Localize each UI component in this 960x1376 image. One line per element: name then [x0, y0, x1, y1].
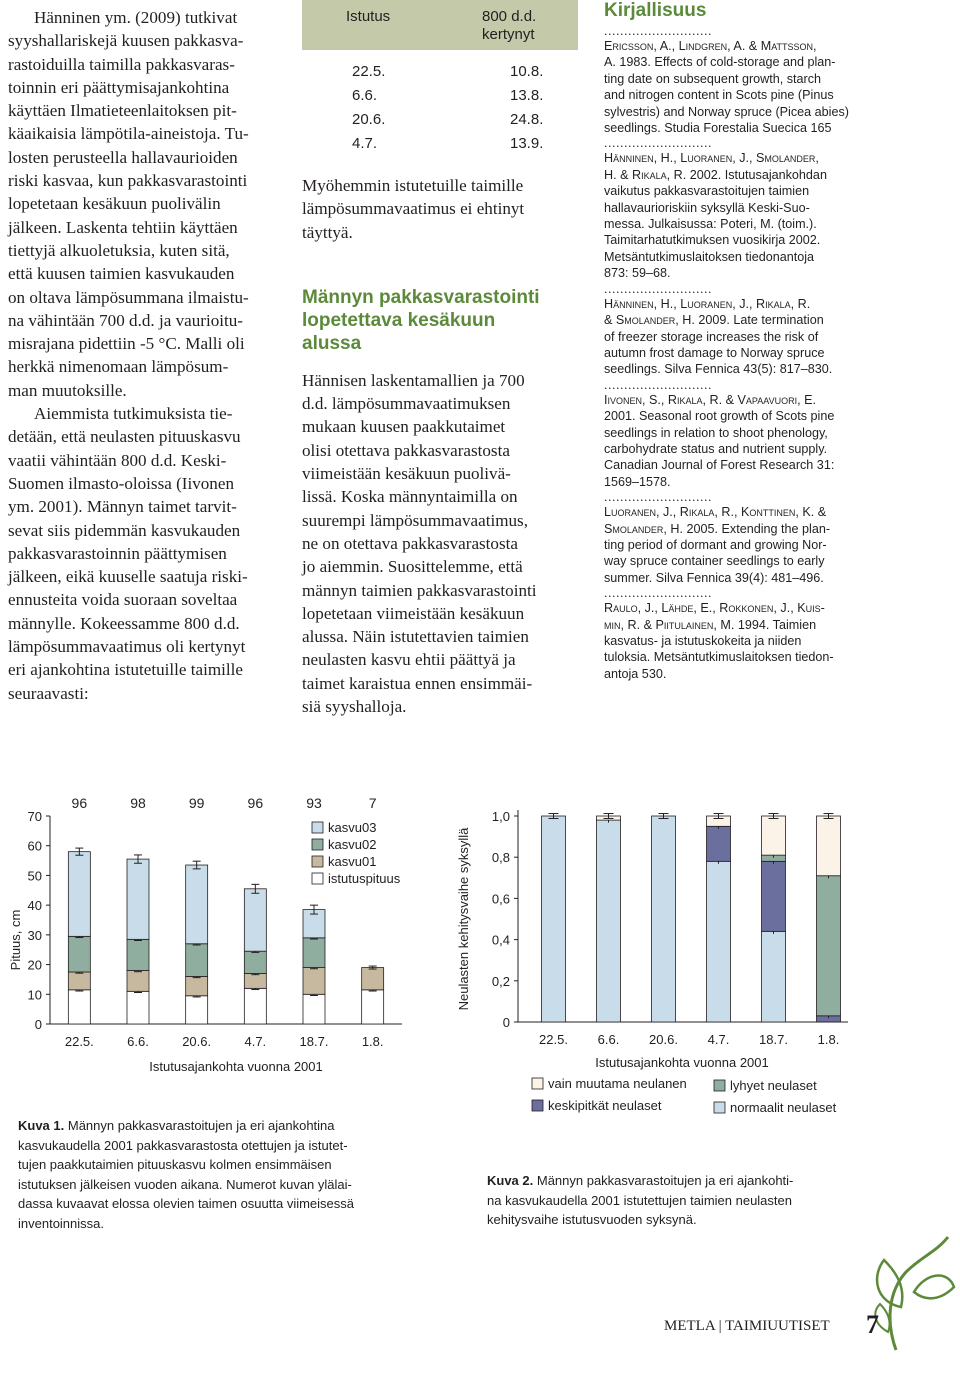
bar-normaalit-neulaset	[597, 820, 621, 1022]
footer-brand-name: METLA	[664, 1318, 715, 1334]
planting-date-cell: 22.5.	[352, 62, 386, 80]
metla-leaf-logo-icon	[866, 1232, 956, 1352]
reference-text: 1569–1578.	[604, 474, 671, 489]
reference-line	[604, 249, 954, 265]
planting-date-cell: 20.6.	[352, 110, 386, 128]
y-axis-label: Pituus, cm	[8, 909, 23, 971]
reference-line	[604, 71, 954, 87]
reference-item	[604, 504, 954, 586]
text-line: misrajana pidettiin -5 °C. Malli oli	[8, 334, 245, 354]
text-line: syyshallariskejä kuusen pakkasva-	[8, 31, 244, 51]
text-line: jo aiemmin. Suosittelemme, että	[302, 557, 523, 577]
bar-kasvu03	[127, 859, 149, 939]
legend-label: istutuspituus	[328, 871, 401, 886]
reference-line	[604, 521, 954, 537]
x-axis-label: Istutusajankohta vuonna 2001	[595, 1055, 769, 1070]
caption-line	[487, 1191, 887, 1211]
reference-separator: ...........................	[604, 281, 712, 296]
reference-separator: ...........................	[604, 136, 712, 151]
text-line: d.d. lämpösummavaatimuksen	[302, 394, 511, 414]
reference-line	[604, 649, 954, 665]
reference-authors: Hänninen, H., Luoranen, J., Smolander,	[604, 151, 819, 166]
table-row	[302, 82, 578, 106]
text-line: männylle. Kokeessamme 800 d.d.	[8, 613, 240, 633]
legend-label: kasvu01	[328, 854, 377, 869]
reference-authors: A.	[604, 55, 616, 70]
table-header-planting: Istutus	[346, 8, 391, 25]
text-line: detään, että neulasten pituuskasvu	[8, 427, 241, 447]
reference-line	[604, 312, 954, 328]
reference-authors: & Smolander, H.	[604, 313, 695, 328]
legend-label: kasvu02	[328, 837, 377, 852]
reference-line	[604, 296, 954, 312]
reference-text: vaikutus pakkasvarastoitujen taimien	[604, 184, 810, 199]
reference-separator: ...........................	[604, 377, 712, 392]
survival-label: 99	[188, 795, 205, 811]
text-line: vaatii vähintään 800 d.d. Keski-	[8, 450, 227, 470]
bar-kasvu02	[186, 944, 208, 977]
page-number: 7	[866, 1310, 879, 1339]
reference-text: sylvestris) and Norway spruce (Picea abies)	[604, 104, 849, 119]
reference-line	[604, 232, 954, 248]
reference-line	[604, 38, 954, 54]
caption-text: Männyn pakkasvarastoitujen ja eri ajankohtina	[64, 1118, 335, 1133]
caption-text: kehitysvaihe istutusvuoden syksynä.	[487, 1212, 697, 1227]
text-line: ym. 2001). Männyn taimet tarvit-	[8, 497, 237, 517]
y-tick-label: 60	[27, 838, 42, 854]
reference-line	[604, 200, 954, 216]
reference-line	[604, 361, 954, 377]
legend-swatch	[714, 1080, 725, 1091]
table-header-row	[302, 0, 578, 50]
x-tick-label: 1.8.	[361, 1034, 384, 1049]
reference-text: summer. Silva Fennica 39(4): 481–496.	[604, 570, 824, 585]
planting-date-cell: 4.7.	[352, 134, 378, 152]
bar-kasvu02	[244, 951, 266, 973]
x-tick-label: 18.7.	[759, 1032, 788, 1047]
reference-authors: Luoranen, J., Rikala, R., Konttinen, K. &	[604, 505, 827, 520]
bar-vain-muutama-neulanen	[817, 816, 841, 876]
y-tick-label: 0	[502, 1015, 510, 1030]
x-tick-label: 20.6.	[649, 1032, 678, 1047]
reference-line	[604, 425, 954, 441]
legend-swatch	[532, 1078, 543, 1089]
footer-brand	[664, 1318, 830, 1335]
accumulated-date-cell: 10.8.	[510, 62, 544, 80]
footer-divider: |	[718, 1318, 726, 1334]
text-line: lämpösummavaatimus ei ehtinyt	[302, 199, 525, 219]
paragraph	[8, 6, 288, 402]
bar-istutuspituus	[68, 990, 90, 1024]
legend-label: keskipitkät neulaset	[548, 1098, 662, 1113]
reference-line	[604, 570, 954, 586]
reference-line	[604, 600, 954, 616]
legend-swatch	[532, 1100, 543, 1111]
text-line: eri ajankohtina istutetuille taimille	[8, 660, 243, 680]
text-line: ennusteita voida suoraan soveltaa	[8, 590, 238, 610]
bar-kasvu02	[303, 938, 325, 968]
text-after-table	[302, 174, 582, 244]
text-line: alussa. Näin istutettavien taimien	[302, 627, 529, 647]
heading-line: lopetettava kesäkuun	[302, 309, 496, 331]
bar-kasvu01	[303, 968, 325, 995]
references-list	[604, 24, 954, 682]
reference-text: carbohydrate status and nutrient supply.	[604, 441, 828, 456]
reference-text: seedlings. Studia Forestalia Suecica 165	[604, 121, 832, 136]
legend-label: kasvu03	[328, 820, 377, 835]
bar-kasvu03	[186, 865, 208, 944]
text-line: että kuusen taimien kasvukauden	[8, 264, 235, 284]
y-tick-label: 70	[27, 809, 42, 824]
table-body	[302, 50, 578, 154]
reference-text: kasvatus- ja istutuskokeita ja niiden	[604, 634, 802, 648]
reference-authors: Ericsson, A., Lindgren, A. & Mattsson,	[604, 39, 817, 53]
reference-item	[604, 392, 954, 490]
text-line: rastoiduilla taimilla pakkasvaras-	[8, 54, 235, 74]
reference-authors: Smolander, H.	[604, 521, 683, 536]
paragraph	[8, 402, 288, 705]
reference-separator: ...........................	[604, 490, 712, 505]
bar-kasvu02	[68, 936, 90, 972]
x-tick-label: 18.7.	[299, 1034, 329, 1049]
table-header-accumulated	[464, 0, 578, 50]
reference-text: antoja 530.	[604, 666, 667, 681]
bar-normaalit-neulaset	[762, 931, 786, 1022]
text-line: käyttäen Ilmatieteenlaitoksen pit-	[8, 101, 237, 121]
accumulated-date-cell: 13.8.	[510, 86, 544, 104]
text-line: siä syyshalloja.	[302, 697, 407, 717]
text-line: neulasten kasvu ehtii päättyä ja	[302, 650, 516, 670]
reference-authors: Raulo, J., Lähde, E., Rokkonen, J., Kuis-	[604, 601, 825, 616]
text-line: Suomen ilmasto-oloissa (Iivonen	[8, 473, 234, 493]
reference-text: 2001. Seasonal root growth of Scots pine	[604, 409, 835, 424]
reference-line	[604, 666, 954, 682]
caption-line	[18, 1155, 438, 1175]
text-line: on oltava lämpösummana ilmaistu-	[8, 287, 249, 307]
text-line: männyn taimien pakkasvarastointi	[302, 580, 537, 600]
reference-text: 2009. Late termination	[694, 313, 824, 328]
bar-kasvu01	[68, 972, 90, 990]
text-line: man muutoksille.	[8, 380, 127, 400]
text-line: jälkeen, eikä kuuselle saatuja riski-	[8, 567, 248, 587]
survival-label: 7	[368, 795, 377, 811]
caption-line	[18, 1194, 438, 1214]
text-line: käaikaisia lämpötila-aineistoja. Tu-	[8, 124, 249, 144]
figure-1-caption	[18, 1116, 438, 1233]
y-tick-label: 30	[27, 927, 42, 943]
heading-line: Männyn pakkasvarastointi	[302, 286, 540, 308]
reference-item	[604, 296, 954, 378]
reference-line	[604, 120, 954, 136]
y-tick-label: 20	[27, 957, 42, 973]
reference-text: hallavaurioriskiin syksyllä Keski-Suo-	[604, 200, 810, 215]
bar-lyhyet-neulaset	[817, 876, 841, 1016]
legend-label: vain muutama neulanen	[548, 1076, 687, 1091]
table-header-line1: 800 d.d.	[482, 8, 537, 25]
reference-line	[604, 265, 954, 281]
reference-line	[604, 504, 954, 520]
section-body	[302, 369, 582, 718]
caption-label: Kuva 1.	[18, 1118, 65, 1133]
section-heading	[302, 286, 582, 355]
caption-text: kasvukaudella 2001 pakkasvarastosta otettujen ja istutet-	[18, 1137, 348, 1153]
reference-text: Taimitarhatutkimuksen vuosikirja 2002.	[604, 233, 821, 248]
table-header-line2: kertynyt	[482, 26, 535, 43]
text-line: Hänninen ym. (2009) tutkivat	[34, 8, 238, 27]
caption-label: Kuva 2.	[487, 1173, 534, 1188]
references-column	[604, 0, 954, 682]
text-line: suurempi lämpösummavaatimus,	[302, 510, 528, 530]
text-line: lopetetaan viimeistään kesäkuun	[302, 603, 525, 623]
references-title: Kirjallisuus	[604, 0, 707, 21]
text-line: riski kasvaa, kun pakkasvarastointi	[8, 171, 248, 191]
reference-line	[604, 150, 954, 166]
reference-text: way spruce container seedlings to early	[604, 554, 825, 569]
text-line: lämpösummavaatimus oli kertynyt	[8, 637, 246, 657]
reference-text: 2005. Extending the plan-	[683, 521, 831, 536]
caption-text: inventoinnissa.	[18, 1215, 104, 1231]
reference-authors: H. & Rikala, R.	[604, 167, 687, 182]
legend-swatch	[312, 856, 323, 867]
reference-text: Metsäntutkimuslaitoksen tiedonantoja	[604, 249, 815, 264]
text-line: na vähintään 700 d.d. ja vaurioitu-	[8, 310, 243, 330]
reference-text: of freezer storage increases the risk of	[604, 329, 819, 344]
text-line: toinnin eri päättymisajankohtina	[8, 77, 230, 97]
text-line: viimeistään kesäkuun puolivä-	[302, 464, 511, 484]
reference-text: seedlings in relation to shoot phenology,	[604, 425, 828, 440]
reference-text: 1983. Effects of cold-storage and plan-	[615, 55, 836, 70]
reference-line	[604, 392, 954, 408]
reference-line	[604, 104, 954, 120]
reference-line	[604, 553, 954, 569]
text-line: mukaan kuusen paakkutaimet	[302, 417, 506, 437]
text-line: taimet karaistua ennen ensimmäi-	[302, 673, 533, 693]
reference-authors: Iivonen, S., Rikala, R. & Vapaavuori,	[604, 392, 801, 407]
legend-swatch	[312, 873, 323, 884]
bar-kasvu03	[244, 889, 266, 951]
reference-line	[604, 167, 954, 183]
reference-text: 2002. Istutusajankohdan	[686, 167, 827, 182]
reference-line	[604, 537, 954, 553]
caption-text: tujen paakkutaimien pituuskasvu kolmen ensimmäisen	[18, 1157, 332, 1172]
reference-item	[604, 150, 954, 281]
bar-kasvu01	[362, 968, 384, 990]
needle-stage-chart	[450, 790, 950, 1130]
y-tick-label: 50	[27, 868, 42, 884]
reference-line	[604, 617, 954, 633]
reference-line	[604, 474, 954, 490]
y-tick-label: 10	[27, 987, 42, 1003]
reference-separator: ...........................	[604, 24, 712, 38]
y-tick-label: 40	[27, 898, 42, 914]
text-line: tiettyjä alkuoletuksia, kuten sitä,	[8, 240, 230, 260]
reference-line	[604, 457, 954, 473]
text-line: Hännisen laskentamallien ja 700	[302, 370, 525, 390]
y-tick-label: 0,8	[491, 850, 510, 866]
reference-separator: ...........................	[604, 586, 712, 601]
caption-text: dassa kuvaavat elossa olevien taimen osuutta viimeisessä	[18, 1196, 355, 1211]
text-line: losten perusteella hallavaurioiden	[8, 147, 238, 167]
reference-line	[604, 329, 954, 345]
table-row	[302, 130, 578, 154]
column-1-text	[8, 6, 288, 705]
reference-text: and nitrogen content in Scots pine (Pinus	[604, 88, 834, 103]
survival-label: 98	[130, 795, 146, 811]
bar-istutuspituus	[303, 994, 325, 1024]
accumulated-date-cell: 13.9.	[510, 134, 544, 152]
bar-kasvu01	[186, 976, 208, 995]
caption-line	[18, 1116, 438, 1136]
x-tick-label: 22.5.	[539, 1032, 568, 1047]
y-axis-label: Neulasten kehitysvaihe syksyllä	[456, 827, 471, 1011]
bar-normaalit-neulaset	[652, 816, 676, 1022]
x-axis-label: Istutusajankohta vuonna 2001	[149, 1059, 323, 1074]
y-tick-label: 0,2	[491, 973, 510, 989]
x-tick-label: 6.6.	[127, 1034, 149, 1049]
text-line: lopetetaan kesäkuun puolivälin	[8, 194, 221, 214]
reference-line	[604, 441, 954, 457]
figure-2-caption	[487, 1171, 887, 1230]
text-line: sevat siis pidemmän kasvukauden	[8, 520, 241, 540]
text-line: jälkeen. Laskenta tehtiin käyttäen	[8, 217, 238, 237]
bar-istutuspituus	[362, 990, 384, 1024]
reference-authors: Hänninen, H., Luoranen, J., Rikala, R.	[604, 296, 811, 311]
bar-normaalit-neulaset	[542, 816, 566, 1022]
y-tick-label: 0,6	[491, 891, 510, 907]
text-line: Myöhemmin istutetuille taimille	[302, 176, 524, 195]
bar-keskipitkät-neulaset	[707, 826, 731, 861]
x-tick-label: 6.6.	[597, 1032, 620, 1047]
x-tick-label: 22.5.	[64, 1034, 94, 1049]
reference-authors: min, R. & Piitulainen, M.	[604, 617, 735, 632]
text-line: Aiemmista tutkimuksista tie-	[34, 404, 233, 424]
text-line: seuraavasti:	[8, 683, 89, 703]
reference-text: seedlings. Silva Fennica 43(5): 817–830.	[604, 362, 833, 377]
reference-item	[604, 38, 954, 136]
bar-normaalit-neulaset	[707, 861, 731, 1022]
survival-label: 96	[71, 795, 88, 811]
footer-section: TAIMIUUTISET	[725, 1318, 830, 1334]
height-growth-chart	[0, 780, 440, 1090]
bar-istutuspituus	[127, 991, 149, 1024]
bar-vain-muutama-neulanen	[762, 816, 786, 855]
reference-line	[604, 183, 954, 199]
legend-label: lyhyet neulaset	[730, 1078, 817, 1093]
reference-text: ting period of dormant and growing Nor-	[604, 537, 827, 552]
caption-line	[18, 1214, 438, 1234]
legend-swatch	[714, 1102, 725, 1113]
bar-kasvu03	[68, 852, 90, 937]
y-tick-label: 1,0	[491, 809, 510, 824]
bar-istutuspituus	[244, 988, 266, 1024]
caption-line	[487, 1210, 887, 1230]
table-row	[302, 106, 578, 130]
text-line: pakkasvarastoinnin päättymisen	[8, 543, 227, 563]
reference-text: tuloksia. Metsäntutkimuslaitoksen tiedon-	[604, 650, 834, 665]
caption-text: na kasvukaudella 2001 istutettujen taimien neulasten	[487, 1192, 792, 1208]
caption-line	[18, 1175, 438, 1195]
planting-date-cell: 6.6.	[352, 86, 378, 104]
legend-label: normaalit neulaset	[730, 1100, 837, 1115]
text-line: lissä. Koska männyntaimilla on	[302, 487, 518, 507]
x-tick-label: 20.6.	[182, 1034, 212, 1049]
text-line: herkkä nimenomaan lämpösum-	[8, 357, 229, 377]
text-line: ne on otettava pakkasvarastosta	[302, 533, 518, 553]
text-line: täyttyä.	[302, 222, 353, 242]
bar-kasvu02	[127, 939, 149, 970]
bar-keskipitkät-neulaset	[762, 861, 786, 931]
caption-line	[18, 1136, 438, 1156]
reference-text: 1994. Taimien	[734, 617, 817, 632]
reference-item	[604, 600, 954, 682]
y-tick-label: 0,4	[491, 932, 510, 948]
table-row	[302, 50, 578, 82]
heading-line: alussa	[302, 332, 362, 354]
reference-line	[604, 87, 954, 103]
caption-text: istutuksen jälkeisen vuoden aikana. Numerot kuvan ylälai-	[18, 1176, 352, 1192]
caption-text: Männyn pakkasvarastoitujen ja eri ajankohti-	[533, 1173, 794, 1188]
reference-line	[604, 408, 954, 424]
reference-text: messa. Julkaisussa: Poteri, M. (toim.).	[604, 217, 817, 232]
reference-text: autumn frost damage to Norway spruce	[604, 345, 825, 360]
reference-text: Canadian Journal of Forest Research 31:	[604, 458, 835, 473]
legend-swatch	[312, 839, 323, 850]
bar-istutuspituus	[186, 996, 208, 1024]
bar-kasvu01	[127, 971, 149, 992]
text-line: olisi otettava pakkasvarastosta	[302, 440, 510, 460]
caption-line	[487, 1171, 887, 1191]
reference-text: 873: 59–68.	[604, 266, 671, 281]
bar-kasvu01	[244, 973, 266, 988]
x-tick-label: 4.7.	[244, 1034, 267, 1049]
reference-line	[604, 54, 954, 70]
reference-line	[604, 216, 954, 232]
survival-label: 93	[306, 795, 322, 811]
x-tick-label: 4.7.	[707, 1032, 730, 1047]
planting-table	[302, 0, 578, 154]
reference-line	[604, 345, 954, 361]
survival-label: 96	[247, 795, 264, 811]
reference-text: ting date on subsequent growth, starch	[604, 71, 822, 86]
column-2	[302, 0, 582, 718]
y-tick-label: 0	[34, 1017, 42, 1032]
accumulated-date-cell: 24.8.	[510, 110, 544, 128]
reference-text: E.	[800, 392, 816, 407]
reference-line	[604, 633, 954, 649]
x-tick-label: 1.8.	[817, 1032, 840, 1047]
legend-swatch	[312, 822, 323, 833]
